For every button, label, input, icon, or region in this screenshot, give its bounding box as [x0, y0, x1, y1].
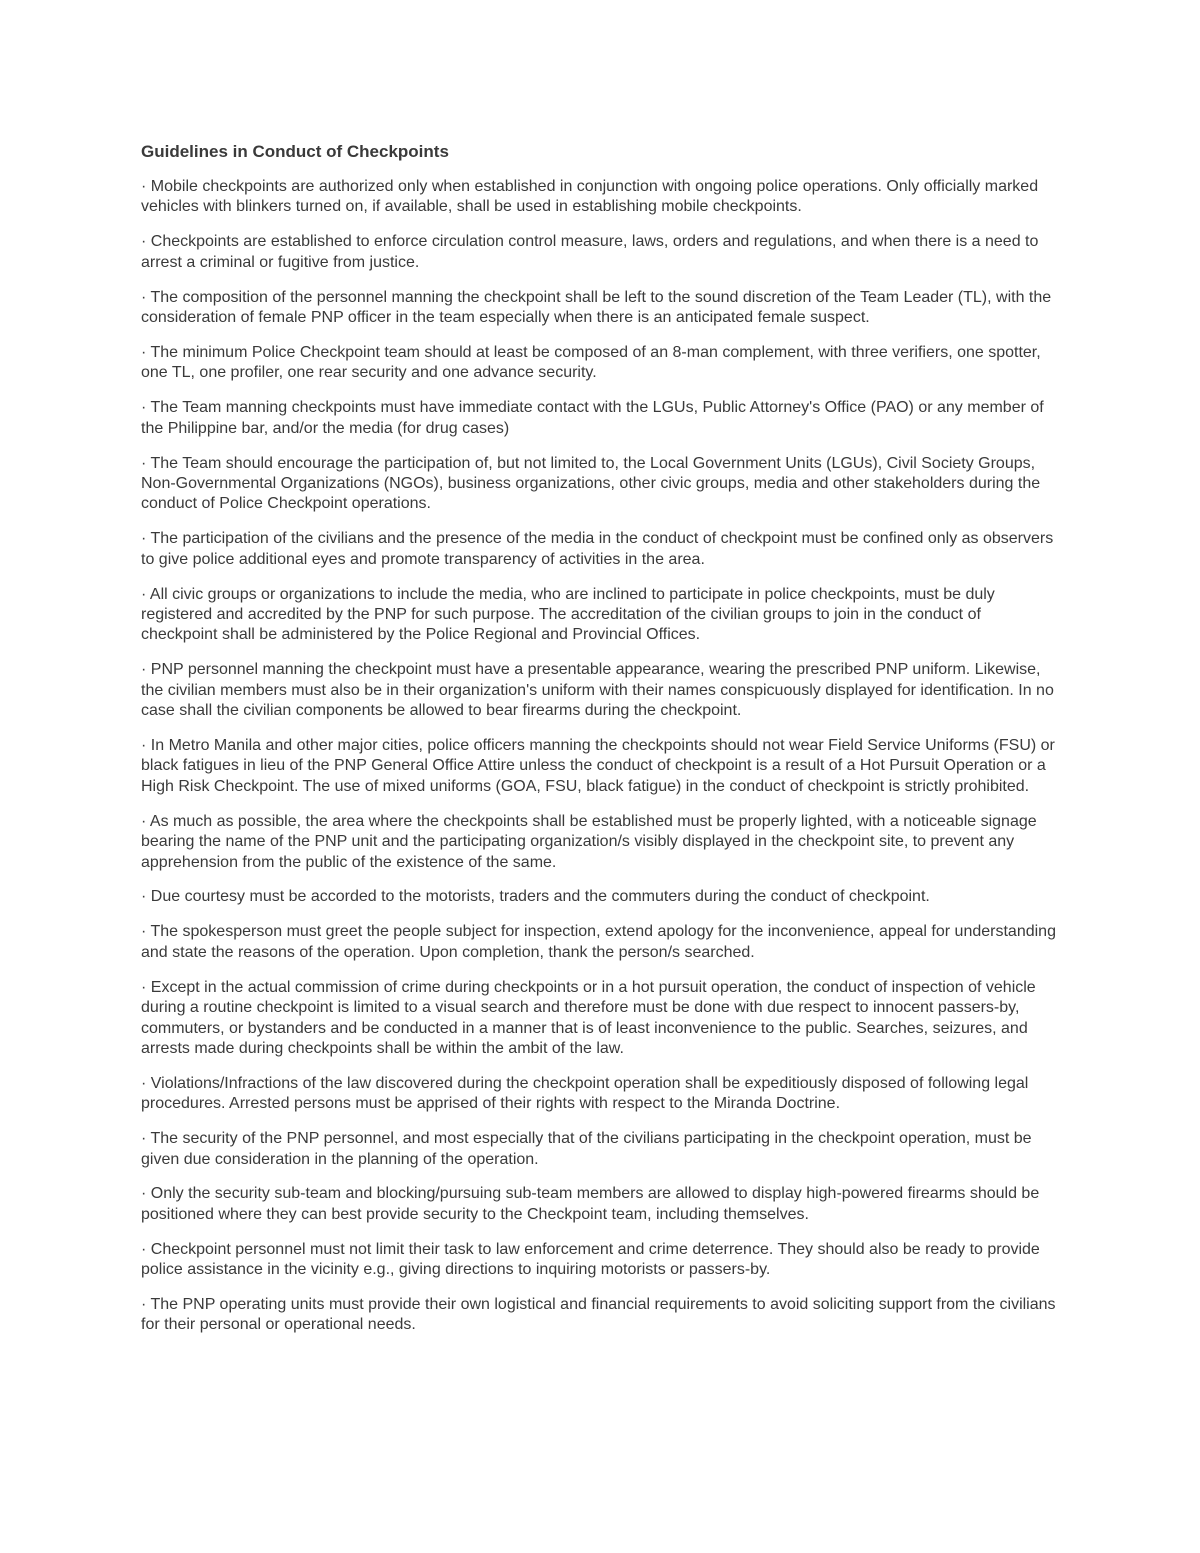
guideline-item: · Checkpoint personnel must not limit their task to law enforcement and crime deterrence. They should also be ready to provide police assistance in the vicinity e.g., giving directions to inquiring motorists or passers-by. — [141, 1240, 1040, 1279]
guideline-item: · The composition of the personnel manning the checkpoint shall be left to the sound discretion of the Team Leader (TL), with the consideration of female PNP officer in the team especially when there is an anticipated female suspect. — [141, 288, 1052, 327]
guideline-item: · Only the security sub-team and blocking/pursuing sub-team members are allowed to display high-powered firearms should be positioned where they can best provide security to the Checkpoint team, including themselves. — [141, 1185, 1040, 1223]
guidelines-list — [141, 177, 1061, 1336]
guideline-item: · The security of the PNP personnel, and most especially that of the civilians participating in the checkpoint operation, must be given due consideration in the planning of the operation. — [141, 1130, 1032, 1168]
guideline-item: · PNP personnel manning the checkpoint must have a presentable appearance, wearing the prescribed PNP uniform. Likewise, the civilian members must also be in their organization's uniform with their names conspicuously displayed for identification. In no case shall the civilian components be allowed to bear firearms during the checkpoint. — [141, 661, 1054, 720]
guideline-item: · In Metro Manila and other major cities, police officers manning the checkpoints should not wear Field Service Uniforms (FSU) or black fatigues in lieu of the PNP General Office Attire unless the conduct of checkpoint is a result of a Hot Pursuit Operation or a High Risk Checkpoint. The use of mixed uniforms (GOA, FSU, black fatigue) in the conduct of checkpoint is strictly prohibited. — [141, 737, 1055, 795]
guideline-item: · Violations/Infractions of the law discovered during the checkpoint operation shall be expeditiously disposed of following legal procedures. Arrested persons must be apprised of their rights with respect to the Miranda Doctrine. — [141, 1074, 1029, 1113]
guideline-item: · The minimum Police Checkpoint team should at least be composed of an 8-man complement, with three verifiers, one spotter, one TL, one profiler, one rear security and one advance security. — [141, 343, 1041, 382]
guideline-item: · Checkpoints are established to enforce circulation control measure, laws, orders and regulations, and when there is a need to arrest a criminal or fugitive from justice. — [141, 233, 1039, 271]
document-title: Guidelines in Conduct of Checkpoints — [141, 142, 449, 161]
guideline-item: · The spokesperson must greet the people subject for inspection, extend apology for the inconvenience, appeal for understanding and state the reasons of the operation. Upon completion, thank the person/s searched. — [141, 923, 1056, 961]
guideline-item: · Except in the actual commission of crime during checkpoints or in a hot pursuit operation, the conduct of inspection of vehicle during a routine checkpoint is limited to a visual search and therefore must be done with due respect to innocent passers-by, commuters, or bystanders and be conducted in a manner that is of least inconvenience to the public. Searches, seizures, and arrests made during checkpoints shall be within the ambit of the law. — [141, 978, 1036, 1057]
guideline-item: · The Team should encourage the participation of, but not limited to, the Local Government Units (LGUs), Civil Society Groups, Non-Governmental Organizations (NGOs), business organizations, other civic groups, media and other stakeholders during the conduct of Police Checkpoint operations. — [141, 454, 1041, 513]
document-page — [141, 140, 1061, 1350]
guideline-item: · The PNP operating units must provide their own logistical and financial requirements to avoid soliciting support from the civilians for their personal or operational needs. — [141, 1296, 1056, 1334]
guideline-item: · All civic groups or organizations to include the media, who are inclined to participate in police checkpoints, must be duly registered and accredited by the PNP for such purpose. The accreditation of the civilian groups to join in the conduct of checkpoint shall be administered by the Police Regional and Provincial Offices. — [141, 585, 995, 644]
guideline-item: · Mobile checkpoints are authorized only when established in conjunction with ongoing police operations. Only officially marked vehicles with blinkers turned on, if available, shall be used in establishing mobile checkpoints. — [141, 178, 1039, 216]
guideline-item: · As much as possible, the area where the checkpoints shall be established must be properly lighted, with a noticeable signage bearing the name of the PNP unit and the participating organization/s visibly displayed in the checkpoint site, to prevent any apprehension from the public of the existence of the same. — [141, 812, 1037, 871]
guideline-item: · Due courtesy must be accorded to the motorists, traders and the commuters during the conduct of checkpoint. — [141, 888, 930, 906]
guideline-item: · The participation of the civilians and the presence of the media in the conduct of checkpoint must be confined only as observers to give police additional eyes and promote transparency of activities in the area. — [141, 530, 1054, 568]
guideline-item: · The Team manning checkpoints must have immediate contact with the LGUs, Public Attorney's Office (PAO) or any member of the Philippine bar, and/or the media (for drug cases) — [141, 399, 1044, 437]
